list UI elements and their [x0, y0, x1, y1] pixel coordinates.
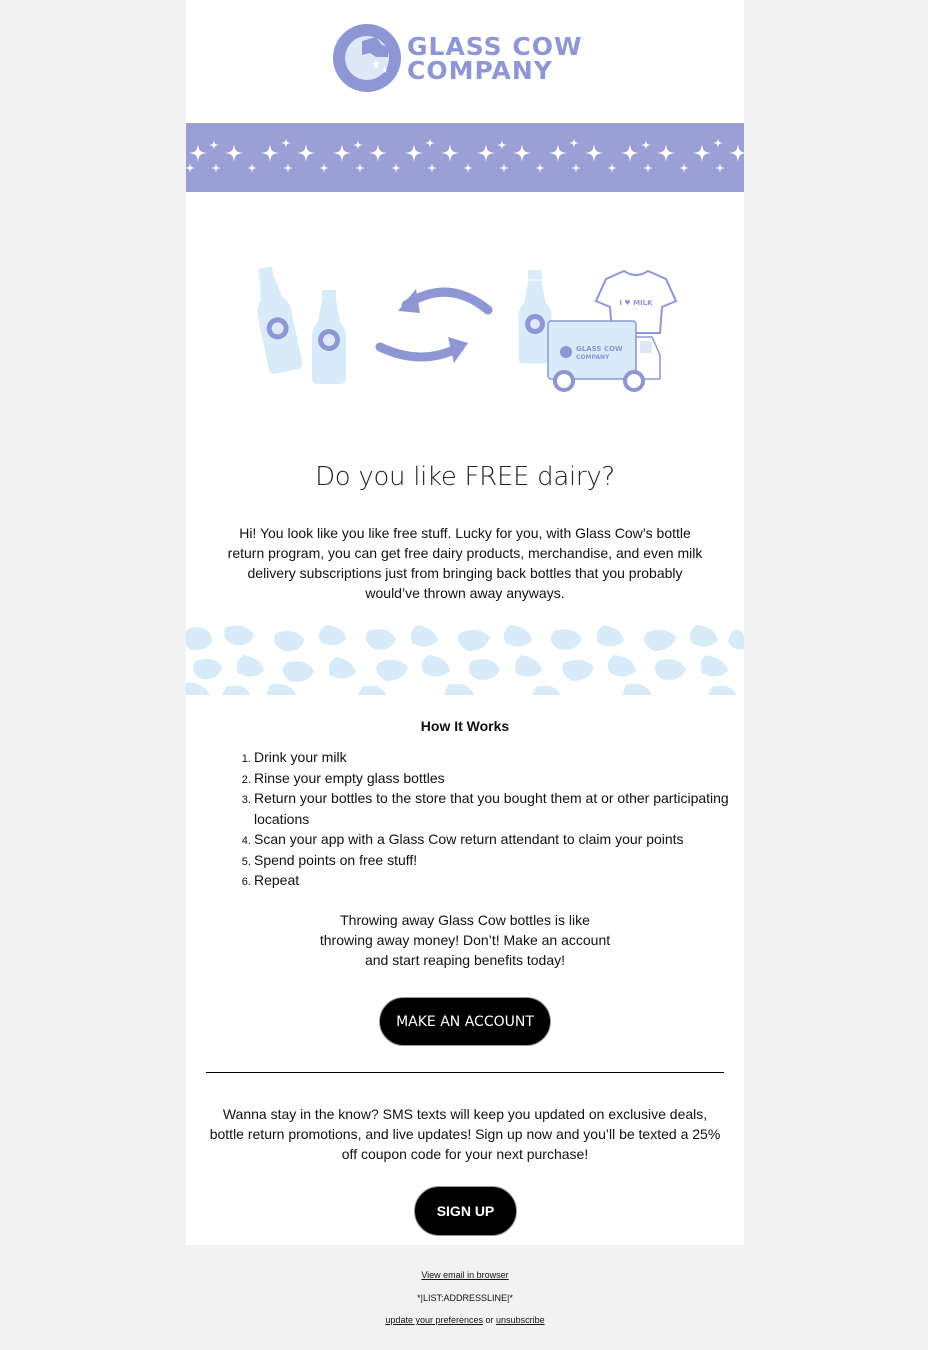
cow-spots-pattern-icon	[186, 625, 744, 695]
cta-text-line3: and start reaping benefits today!	[364, 952, 566, 968]
intro-text: Hi! You look like you like free stuff. Lucky for you, with Glass Cow’s bottle return program, you can get free dairy products, merchandise, and even milk delivery subscriptions just from bringing back bottles that you probably would’ve thrown away anyways.	[227, 525, 703, 601]
list-item: 1. Drink your milk	[254, 747, 744, 768]
how-it-works-steps	[238, 747, 744, 891]
footer-links	[186, 1315, 744, 1325]
cow-spot-banner	[186, 625, 744, 695]
shirt-text: I ♥ MILK	[619, 299, 653, 307]
brand-logo[interactable]	[186, 18, 744, 98]
email-body	[186, 0, 744, 1245]
bottle-return-icon	[186, 255, 744, 445]
brand-wordmark	[407, 32, 583, 85]
cta-text	[310, 910, 620, 970]
update-preferences-link[interactable]: update your preferences	[385, 1315, 483, 1325]
email-footer	[186, 1245, 744, 1350]
address-line: *|LIST:ADDRESSLINE|*	[417, 1293, 513, 1303]
sparkle-pattern-icon	[186, 123, 744, 192]
list-item: 5. Spend points on free stuff!	[254, 850, 744, 871]
list-item: 6. Repeat	[254, 870, 744, 891]
brand-name-line2: COMPANY	[407, 56, 553, 85]
how-it-works-title: How It Works	[420, 718, 510, 734]
sms-text: Wanna stay in the know? SMS texts will keep you updated on exclusive deals, bottle return promotions, and live updates! Sign up now and you’ll be texted a 25% off coupon code for your next purchase!	[209, 1106, 721, 1162]
list-item: 4. Scan your app with a Glass Cow return attendant to claim your points	[254, 829, 744, 850]
brand-name-line1: GLASS COW	[407, 32, 583, 61]
view-in-browser-link[interactable]: View email in browser	[421, 1270, 509, 1280]
footer-or-text: or	[485, 1315, 494, 1325]
page-title: Do you like FREE dairy?	[315, 462, 615, 492]
truck-text-line1: GLASS COW	[576, 345, 623, 353]
sparkle-banner	[186, 123, 744, 192]
cta-text-line1: Throwing away Glass Cow bottles is like	[340, 912, 590, 928]
sign-up-button[interactable]: SIGN UP	[414, 1186, 517, 1236]
list-item: 3. Return your bottles to the store that you bought them at or other participating locations	[254, 788, 744, 829]
list-item: 2. Rinse your empty glass bottles	[254, 768, 744, 789]
divider	[206, 1072, 724, 1073]
bottle-return-illustration	[186, 255, 744, 445]
truck-text-line2: COMPANY	[576, 354, 610, 361]
unsubscribe-link[interactable]: unsubscribe	[496, 1315, 545, 1325]
make-account-button[interactable]: MAKE AN ACCOUNT	[379, 997, 551, 1046]
cow-logo-icon	[332, 23, 402, 93]
cta-text-line2: throwing away money! Don’t! Make an account	[319, 932, 611, 948]
